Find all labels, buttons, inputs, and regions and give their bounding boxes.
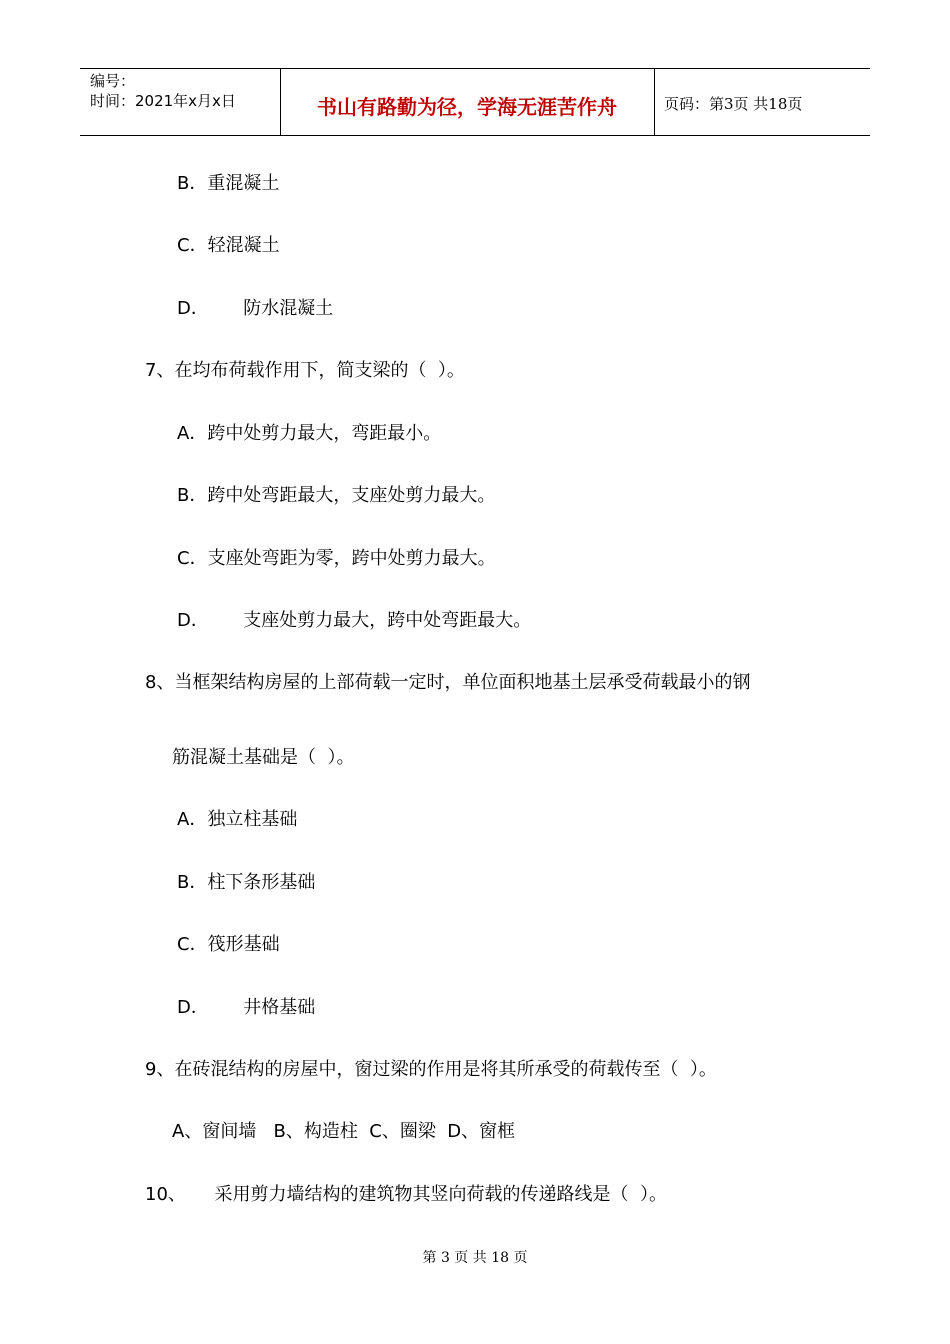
question-10: 10、 采用剪力墙结构的建筑物其竖向荷载的传递路线是（ ）。 xyxy=(145,1184,667,1205)
page-header xyxy=(80,68,870,136)
question-8-line-1: 8、当框架结构房屋的上部荷载一定时，单位面积地基土层承受荷载最小的钢 xyxy=(145,672,751,693)
q6-option-c: C．轻混凝土 xyxy=(177,235,280,256)
question-7: 7、在均布荷载作用下，简支梁的（ ）。 xyxy=(145,360,465,381)
q6-option-d: D． 防水混凝土 xyxy=(177,298,334,319)
time-label: 时间：2021年x月x日 xyxy=(90,92,236,110)
q7-option-a: A．跨中处剪力最大，弯距最小。 xyxy=(177,423,442,444)
header-motto: 书山有路勤为径，学海无涯苦作舟 xyxy=(317,95,617,119)
header-page-info: 页码：第3页 共18页 xyxy=(664,95,803,113)
question-9: 9、在砖混结构的房屋中，窗过梁的作用是将其所承受的荷载传至（ ）。 xyxy=(145,1059,717,1080)
q9-options: A、窗间墙 B、构造柱 C、圈梁 D、窗框 xyxy=(172,1121,516,1142)
number-label: 编号： xyxy=(90,72,136,90)
q7-option-d: D． 支座处剪力最大，跨中处弯距最大。 xyxy=(177,610,532,631)
q8-option-a: A．独立柱基础 xyxy=(177,809,298,830)
q7-option-b: B．跨中处弯距最大，支座处剪力最大。 xyxy=(177,485,496,506)
q6-option-b: B．重混凝土 xyxy=(177,173,280,194)
question-8-line-2: 筋混凝土基础是（ ）。 xyxy=(172,747,355,768)
q8-option-c: C．筏形基础 xyxy=(177,934,280,955)
q8-option-b: B．柱下条形基础 xyxy=(177,872,316,893)
q8-option-d: D． 井格基础 xyxy=(177,997,316,1018)
header-meta xyxy=(90,71,236,111)
page-footer: 第 3 页 共 18 页 xyxy=(422,1250,528,1266)
q7-option-c: C．支座处弯距为零，跨中处剪力最大。 xyxy=(177,548,496,569)
header-divider-right xyxy=(654,69,655,135)
